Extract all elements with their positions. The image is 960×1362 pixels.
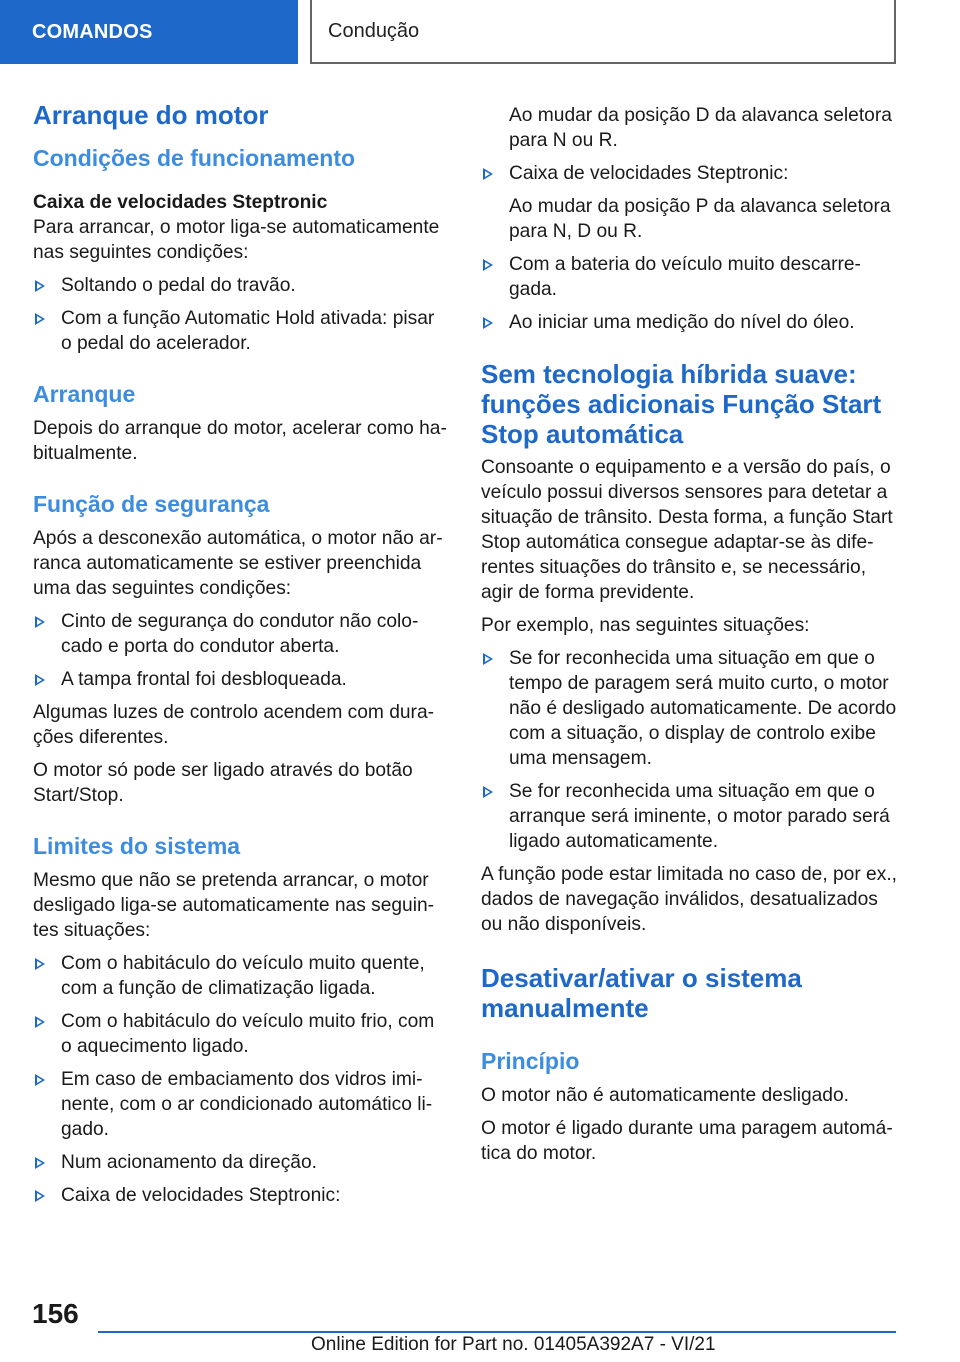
section-header — [310, 0, 896, 64]
footer-divider — [98, 1331, 896, 1333]
list-item: Caixa de velocidades Steptronic: — [481, 161, 899, 186]
heading-sem-tecnologia: Sem tecnologia híbrida suave: funções adicionais Função Start Stop automática — [481, 359, 882, 449]
list-item: Com a bateria do veículo muito descarregada. — [481, 252, 899, 302]
chapter-tab — [0, 0, 298, 64]
list-item: Ao iniciar uma medição do nível do óleo. — [481, 310, 899, 335]
chapter-label: COMANDOS — [32, 20, 153, 43]
right-column — [481, 103, 899, 1174]
bullet-list — [481, 161, 899, 186]
triangle-bullet-icon — [35, 313, 45, 325]
bullet-list — [481, 252, 899, 335]
page-number: 156 — [32, 1298, 79, 1329]
triangle-bullet-icon — [483, 317, 493, 329]
paragraph: Após a desconexão automática, o motor não arranca automaticamente se estiver preenchida uma das seguintes condições: — [33, 528, 443, 599]
triangle-bullet-icon — [35, 616, 45, 628]
triangle-bullet-icon — [483, 259, 493, 271]
list-item: Com a função Automatic Hold ativada: pisar o pedal do acelerador. — [33, 306, 448, 356]
paragraph: Ao mudar da posição P da alavanca seletora para N, D ou R. — [509, 196, 891, 242]
heading-condicoes: Condições de funcionamento — [33, 145, 356, 171]
triangle-bullet-icon — [35, 1190, 45, 1202]
list-item: Caixa de velocidades Steptronic: — [33, 1183, 448, 1208]
heading-arranque: Arranque — [33, 381, 136, 407]
list-item: Com o habitáculo do veículo muito quente, com a função de climatização ligada. — [33, 951, 448, 1001]
paragraph: O motor não é automaticamente desligado. — [481, 1085, 849, 1106]
heading-limites: Limites do sistema — [33, 833, 241, 859]
left-column — [33, 100, 448, 1216]
page-title: Arranque do motor — [33, 100, 269, 130]
heading-seguranca: Função de segurança — [33, 491, 270, 517]
heading-desativar: Desativar/ativar o sistema manualmente — [481, 963, 802, 1023]
list-item: Em caso de embaciamento dos vidros iminente, com o ar condicionado automático ligado. — [33, 1067, 448, 1142]
list-item: Se for reconhecida uma situação em que o arranque será iminente, o motor parado será ligado automaticamente. — [481, 779, 899, 854]
section-label: Condução — [328, 19, 420, 42]
heading-principio: Princípio — [481, 1048, 580, 1074]
paragraph: Algumas luzes de controlo acendem com durações diferentes. — [33, 702, 435, 748]
paragraph: Depois do arranque do motor, acelerar como habitualmente. — [33, 418, 447, 464]
bullet-list — [481, 646, 899, 854]
triangle-bullet-icon — [35, 1157, 45, 1169]
bullet-list — [33, 951, 448, 1208]
paragraph: Ao mudar da posição D da alavanca seletora para N ou R. — [509, 105, 892, 151]
triangle-bullet-icon — [35, 1074, 45, 1086]
paragraph: Mesmo que não se pretenda arrancar, o motor desligado liga-se automaticamente nas seguintes situações: — [33, 870, 435, 941]
triangle-bullet-icon — [483, 653, 493, 665]
triangle-bullet-icon — [35, 280, 45, 292]
triangle-bullet-icon — [35, 1016, 45, 1028]
list-item: Com o habitáculo do veículo muito frio, com o aquecimento ligado. — [33, 1009, 448, 1059]
list-item: Cinto de segurança do condutor não colocado e porta do condutor aberta. — [33, 609, 448, 659]
triangle-bullet-icon — [483, 786, 493, 798]
heading-steptronic: Caixa de velocidades Steptronic — [33, 192, 328, 213]
bullet-list — [33, 609, 448, 692]
paragraph: Por exemplo, nas seguintes situações: — [481, 615, 810, 636]
paragraph: O motor é ligado durante uma paragem automática do motor. — [481, 1118, 893, 1164]
list-item: Se for reconhecida uma situação em que o tempo de paragem será muito curto, o motor não é desligado automaticamente. De acordo com a situação, o display de controlo exibe uma mensagem. — [481, 646, 899, 771]
paragraph: O motor só pode ser ligado através do botão Start/Stop. — [33, 760, 413, 806]
list-item: Num acionamento da direção. — [33, 1150, 448, 1175]
triangle-bullet-icon — [35, 674, 45, 686]
triangle-bullet-icon — [483, 168, 493, 180]
paragraph: A função pode estar limitada no caso de, por ex., dados de navegação inválidos, desatualizados ou não disponíveis. — [481, 864, 897, 935]
triangle-bullet-icon — [35, 958, 45, 970]
paragraph: Para arrancar, o motor liga-se automaticamente nas seguintes condições: — [33, 217, 440, 263]
list-item: Soltando o pedal do travão. — [33, 273, 448, 298]
paragraph: Consoante o equipamento e a versão do país, o veículo possui diversos sensores para detetar a situação de trânsito. Desta forma, a função Start Stop automática consegue adaptar-se às diferentes situações do trânsito e, se necessário, agir de forma previdente. — [481, 457, 893, 603]
edition-footer: Online Edition for Part no. 01405A392A7 - VI/21 — [311, 1334, 716, 1355]
bullet-list — [33, 273, 448, 356]
list-item: A tampa frontal foi desbloqueada. — [33, 667, 448, 692]
